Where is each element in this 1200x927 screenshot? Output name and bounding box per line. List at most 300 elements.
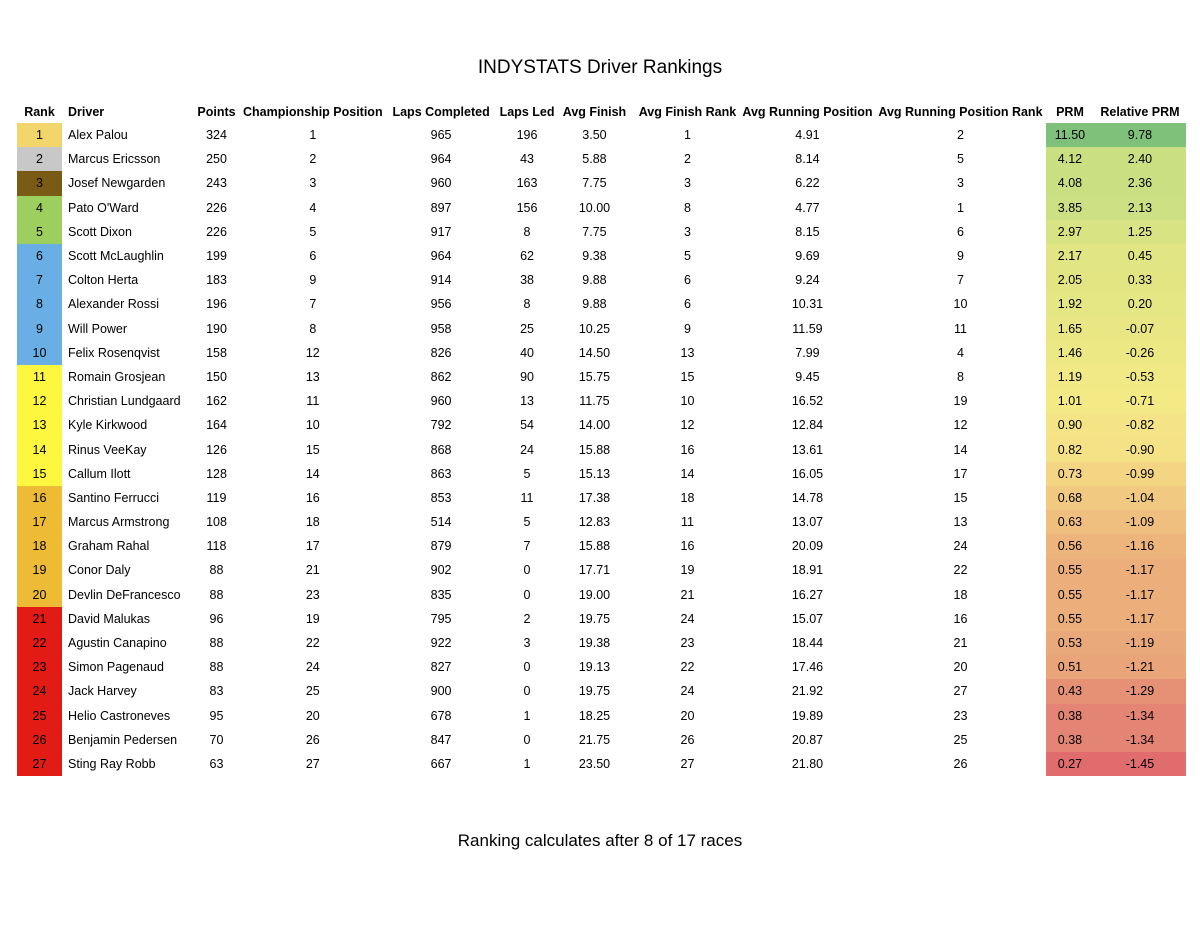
prm-cell: 1.01 [1046, 389, 1093, 413]
rank-cell: 1 [17, 123, 62, 147]
driver-cell: Rinus VeeKay [68, 442, 147, 457]
prm-cell: 11.50 [1046, 123, 1093, 147]
rank-cell: 3 [17, 171, 62, 195]
footnote: Ranking calculates after 8 of 17 races [457, 831, 743, 850]
relative-prm-cell: 0.20 [1093, 292, 1186, 316]
points-cell: 243 [206, 176, 227, 191]
laps-led-cell: 24 [520, 442, 534, 457]
prm-cell: 4.08 [1046, 171, 1093, 195]
avg-finish-rank-cell: 9 [683, 321, 691, 336]
avg-running-position-rank-cell: 19 [953, 394, 968, 409]
points-cell: 158 [206, 345, 227, 360]
rank-cell: 10 [17, 341, 62, 365]
header-avg-running-position-rank: Avg Running Position Rank [878, 104, 1043, 119]
points-cell: 83 [209, 684, 224, 699]
rank-cell: 25 [17, 704, 62, 728]
laps-completed-cell: 958 [430, 321, 452, 336]
avg-running-position-rank-cell: 11 [953, 321, 967, 336]
header-laps-led: Laps Led [499, 104, 555, 119]
rank-cell: 16 [17, 486, 62, 510]
prm-cell: 0.51 [1046, 655, 1093, 679]
laps-completed-cell: 826 [430, 345, 452, 360]
points-cell: 226 [206, 200, 227, 215]
avg-finish-cell: 11.75 [579, 394, 610, 409]
avg-finish-rank-cell: 15 [680, 369, 695, 384]
championship-position-cell: 6 [309, 249, 317, 264]
relative-prm-cell: -0.53 [1093, 365, 1186, 389]
avg-finish-cell: 19.00 [578, 587, 611, 602]
header-avg-finish-rank: Avg Finish Rank [638, 104, 737, 119]
driver-cell: Pato O'Ward [68, 200, 139, 215]
avg-running-position-rank-cell: 26 [953, 756, 968, 771]
avg-running-position-rank-cell: 1 [956, 200, 964, 215]
avg-running-position-rank-cell: 13 [953, 515, 968, 530]
relative-prm-cell: -1.04 [1093, 486, 1186, 510]
relative-prm-cell: 2.36 [1093, 171, 1186, 195]
laps-completed-cell: 902 [430, 563, 452, 578]
laps-led-cell: 13 [520, 394, 534, 409]
rankings-table [17, 100, 1186, 776]
avg-running-position-cell: 8.15 [795, 224, 820, 239]
laps-completed-cell: 964 [430, 249, 452, 264]
driver-cell: Agustin Canapino [68, 636, 167, 651]
championship-position-cell: 13 [305, 369, 320, 384]
points-cell: 108 [206, 515, 227, 530]
avg-finish-rank-cell: 24 [680, 611, 695, 626]
prm-cell: 0.73 [1046, 462, 1093, 486]
championship-position-cell: 16 [305, 490, 320, 505]
rank-cell: 20 [17, 583, 62, 607]
prm-cell: 0.82 [1046, 437, 1093, 461]
table-row [17, 631, 1186, 655]
points-cell: 88 [209, 660, 224, 675]
avg-running-position-cell: 4.77 [795, 200, 820, 215]
rank-cell: 13 [17, 413, 62, 437]
rank-cell: 24 [17, 679, 62, 703]
championship-position-cell: 3 [309, 176, 317, 191]
points-cell: 164 [206, 418, 227, 433]
championship-position-cell: 1 [309, 128, 317, 143]
driver-cell: Kyle Kirkwood [68, 418, 148, 433]
avg-finish-cell: 7.75 [582, 224, 607, 239]
rank-cell: 26 [17, 728, 62, 752]
rank-cell: 14 [17, 437, 62, 461]
prm-cell: 0.63 [1046, 510, 1093, 534]
table-row [17, 583, 1186, 607]
championship-position-cell: 14 [305, 466, 320, 481]
avg-running-position-rank-cell: 18 [953, 587, 968, 602]
laps-led-cell: 54 [520, 418, 534, 433]
avg-finish-rank-cell: 14 [680, 466, 695, 481]
rank-cell: 15 [17, 462, 62, 486]
laps-led-cell: 90 [520, 369, 534, 384]
avg-running-position-cell: 9.24 [795, 273, 820, 288]
laps-led-cell: 7 [523, 539, 531, 554]
table-row [17, 292, 1186, 316]
relative-prm-cell: -0.07 [1093, 317, 1186, 341]
rank-cell: 8 [17, 292, 62, 316]
avg-running-position-cell: 12.84 [791, 418, 824, 433]
avg-running-position-rank-cell: 16 [953, 611, 968, 626]
relative-prm-cell: -1.17 [1093, 583, 1186, 607]
laps-led-cell: 0 [523, 587, 531, 602]
laps-completed-cell: 792 [430, 418, 452, 433]
avg-running-position-cell: 18.91 [791, 563, 824, 578]
table-row [17, 244, 1186, 268]
avg-finish-cell: 21.75 [578, 732, 611, 747]
table-row [17, 365, 1186, 389]
laps-led-cell: 62 [520, 249, 534, 264]
avg-finish-cell: 14.00 [578, 418, 611, 433]
points-cell: 126 [206, 442, 227, 457]
championship-position-cell: 17 [305, 539, 320, 554]
championship-position-cell: 2 [309, 152, 317, 167]
avg-running-position-rank-cell: 20 [953, 660, 968, 675]
laps-led-cell: 0 [523, 684, 531, 699]
avg-finish-cell: 14.50 [578, 345, 611, 360]
header-laps-completed: Laps Completed [392, 104, 490, 119]
championship-position-cell: 8 [309, 321, 317, 336]
laps-completed-cell: 678 [430, 708, 452, 723]
avg-finish-cell: 17.71 [578, 563, 611, 578]
laps-completed-cell: 853 [430, 490, 452, 505]
avg-finish-rank-cell: 23 [680, 636, 695, 651]
avg-finish-cell: 19.75 [578, 611, 611, 626]
table-row [17, 341, 1186, 365]
avg-finish-rank-cell: 6 [683, 297, 691, 312]
points-cell: 162 [206, 394, 227, 409]
table-row [17, 317, 1186, 341]
header-championship-position: Championship Position [243, 104, 383, 119]
header-avg-finish: Avg Finish [562, 104, 627, 119]
relative-prm-cell: -0.71 [1093, 389, 1186, 413]
avg-running-position-cell: 21.92 [791, 684, 824, 699]
relative-prm-cell: -1.17 [1093, 558, 1186, 582]
championship-position-cell: 27 [305, 756, 320, 771]
avg-finish-rank-cell: 19 [680, 563, 695, 578]
avg-running-position-rank-cell: 14 [953, 442, 968, 457]
table-row [17, 486, 1186, 510]
points-cell: 128 [206, 466, 227, 481]
avg-finish-rank-cell: 11 [680, 515, 694, 530]
championship-position-cell: 9 [309, 273, 317, 288]
laps-completed-cell: 879 [430, 539, 452, 554]
rank-cell: 17 [17, 510, 62, 534]
laps-completed-cell: 914 [430, 273, 452, 288]
header-driver: Driver [68, 104, 105, 119]
avg-running-position-cell: 4.91 [795, 128, 820, 143]
avg-finish-rank-cell: 6 [683, 273, 691, 288]
table-row [17, 607, 1186, 631]
laps-led-cell: 25 [520, 321, 534, 336]
relative-prm-cell: -1.34 [1093, 704, 1186, 728]
laps-completed-cell: 835 [430, 587, 452, 602]
points-cell: 324 [206, 128, 227, 143]
avg-running-position-cell: 20.87 [791, 732, 824, 747]
avg-finish-cell: 19.38 [578, 636, 611, 651]
table-row [17, 437, 1186, 461]
avg-running-position-rank-cell: 5 [956, 152, 964, 167]
points-cell: 199 [206, 249, 227, 264]
laps-led-cell: 2 [523, 611, 531, 626]
laps-completed-cell: 900 [430, 684, 452, 699]
avg-finish-cell: 15.88 [578, 442, 611, 457]
prm-cell: 1.19 [1046, 365, 1093, 389]
table-row [17, 558, 1186, 582]
driver-cell: Benjamin Pedersen [68, 732, 178, 747]
prm-cell: 0.55 [1046, 583, 1093, 607]
avg-finish-cell: 9.88 [582, 273, 607, 288]
laps-completed-cell: 917 [430, 224, 452, 239]
avg-finish-rank-cell: 22 [680, 660, 695, 675]
avg-finish-rank-cell: 26 [680, 732, 695, 747]
points-cell: 70 [209, 732, 224, 747]
laps-led-cell: 40 [520, 345, 534, 360]
driver-cell: Jack Harvey [68, 684, 137, 699]
championship-position-cell: 4 [309, 200, 317, 215]
driver-cell: Devlin DeFrancesco [68, 587, 181, 602]
relative-prm-cell: -1.19 [1093, 631, 1186, 655]
rank-cell: 2 [17, 147, 62, 171]
avg-finish-rank-cell: 8 [683, 200, 691, 215]
championship-position-cell: 20 [305, 708, 320, 723]
championship-position-cell: 11 [306, 394, 320, 409]
avg-finish-cell: 7.75 [582, 176, 607, 191]
championship-position-cell: 10 [305, 418, 320, 433]
relative-prm-cell: -0.26 [1093, 341, 1186, 365]
prm-cell: 0.55 [1046, 607, 1093, 631]
table-row [17, 171, 1186, 195]
prm-cell: 2.17 [1046, 244, 1093, 268]
points-cell: 88 [209, 563, 224, 578]
table-row [17, 268, 1186, 292]
avg-running-position-cell: 16.27 [791, 587, 824, 602]
laps-completed-cell: 956 [430, 297, 452, 312]
header-rank: Rank [24, 104, 55, 119]
avg-running-position-cell: 8.14 [795, 152, 820, 167]
prm-cell: 3.85 [1046, 196, 1093, 220]
championship-position-cell: 22 [305, 636, 320, 651]
table-row [17, 752, 1186, 776]
avg-running-position-rank-cell: 22 [953, 563, 968, 578]
driver-cell: Scott McLaughlin [68, 249, 164, 264]
driver-cell: Callum Ilott [68, 466, 131, 481]
avg-running-position-cell: 19.89 [791, 708, 824, 723]
driver-cell: Marcus Ericsson [68, 152, 161, 167]
rank-cell: 5 [17, 220, 62, 244]
relative-prm-cell: 0.33 [1093, 268, 1186, 292]
points-cell: 119 [206, 490, 227, 505]
avg-finish-rank-cell: 10 [680, 394, 695, 409]
table-row [17, 728, 1186, 752]
avg-running-position-cell: 9.45 [795, 369, 820, 384]
points-cell: 183 [206, 273, 227, 288]
avg-running-position-rank-cell: 12 [953, 418, 968, 433]
championship-position-cell: 26 [305, 732, 320, 747]
laps-completed-cell: 862 [430, 369, 452, 384]
avg-running-position-rank-cell: 2 [956, 128, 964, 143]
driver-cell: Colton Herta [68, 273, 139, 288]
prm-cell: 0.90 [1046, 413, 1093, 437]
rank-cell: 4 [17, 196, 62, 220]
relative-prm-cell: -1.29 [1093, 679, 1186, 703]
avg-running-position-rank-cell: 8 [956, 369, 964, 384]
avg-running-position-rank-cell: 4 [956, 345, 964, 360]
championship-position-cell: 25 [305, 684, 320, 699]
points-cell: 88 [209, 636, 224, 651]
avg-running-position-rank-cell: 21 [953, 636, 968, 651]
table-row [17, 196, 1186, 220]
laps-led-cell: 0 [523, 660, 531, 675]
driver-cell: Conor Daly [68, 563, 131, 578]
avg-running-position-rank-cell: 27 [953, 684, 968, 699]
points-cell: 190 [206, 321, 227, 336]
table-row [17, 389, 1186, 413]
relative-prm-cell: 9.78 [1093, 123, 1186, 147]
laps-completed-cell: 847 [430, 732, 452, 747]
avg-finish-rank-cell: 13 [680, 345, 695, 360]
laps-completed-cell: 863 [430, 466, 452, 481]
laps-completed-cell: 795 [430, 611, 452, 626]
laps-led-cell: 43 [520, 152, 534, 167]
driver-cell: Scott Dixon [68, 224, 132, 239]
laps-led-cell: 1 [523, 708, 531, 723]
driver-cell: Alexander Rossi [68, 297, 160, 312]
relative-prm-cell: -1.16 [1093, 534, 1186, 558]
points-cell: 63 [209, 756, 224, 771]
avg-finish-rank-cell: 16 [680, 539, 695, 554]
rank-cell: 23 [17, 655, 62, 679]
prm-cell: 0.43 [1046, 679, 1093, 703]
prm-cell: 0.55 [1046, 558, 1093, 582]
avg-running-position-rank-cell: 3 [956, 176, 964, 191]
avg-running-position-cell: 17.46 [791, 660, 824, 675]
avg-running-position-cell: 18.44 [791, 636, 824, 651]
avg-finish-rank-cell: 20 [680, 708, 695, 723]
rank-cell: 7 [17, 268, 62, 292]
avg-running-position-cell: 13.07 [791, 515, 824, 530]
points-cell: 150 [206, 369, 227, 384]
driver-cell: Marcus Armstrong [68, 515, 170, 530]
avg-running-position-cell: 13.61 [791, 442, 824, 457]
laps-completed-cell: 964 [430, 152, 452, 167]
driver-cell: Felix Rosenqvist [68, 345, 160, 360]
avg-running-position-cell: 16.05 [791, 466, 824, 481]
championship-position-cell: 19 [305, 611, 320, 626]
avg-finish-rank-cell: 24 [680, 684, 695, 699]
rank-cell: 11 [17, 365, 62, 389]
table-row [17, 462, 1186, 486]
avg-running-position-cell: 11.59 [792, 321, 823, 336]
relative-prm-cell: -1.17 [1093, 607, 1186, 631]
header-row [17, 100, 1186, 123]
header-avg-running-position: Avg Running Position [742, 104, 873, 119]
avg-finish-rank-cell: 1 [683, 128, 691, 143]
relative-prm-cell: -0.99 [1093, 462, 1186, 486]
laps-led-cell: 196 [516, 128, 538, 143]
laps-led-cell: 11 [520, 490, 534, 505]
driver-cell: Graham Rahal [68, 539, 150, 554]
laps-completed-cell: 667 [430, 756, 452, 771]
driver-cell: Romain Grosjean [68, 369, 166, 384]
championship-position-cell: 24 [305, 660, 320, 675]
relative-prm-cell: 0.45 [1093, 244, 1186, 268]
championship-position-cell: 7 [309, 297, 317, 312]
driver-cell: Simon Pagenaud [68, 660, 164, 675]
avg-running-position-rank-cell: 7 [956, 273, 964, 288]
avg-running-position-rank-cell: 25 [953, 732, 968, 747]
points-cell: 96 [209, 611, 224, 626]
championship-position-cell: 5 [309, 224, 317, 239]
avg-finish-cell: 10.25 [578, 321, 611, 336]
avg-running-position-cell: 14.78 [791, 490, 824, 505]
laps-led-cell: 5 [523, 515, 531, 530]
avg-finish-rank-cell: 18 [680, 490, 695, 505]
table-row [17, 510, 1186, 534]
relative-prm-cell: -0.90 [1093, 437, 1186, 461]
avg-finish-cell: 15.75 [578, 369, 611, 384]
laps-led-cell: 156 [516, 200, 538, 215]
driver-cell: Alex Palou [68, 128, 128, 143]
avg-running-position-cell: 20.09 [791, 539, 824, 554]
avg-running-position-cell: 10.31 [791, 297, 824, 312]
laps-completed-cell: 960 [430, 394, 452, 409]
avg-finish-cell: 17.38 [578, 490, 611, 505]
avg-running-position-rank-cell: 24 [953, 539, 968, 554]
avg-finish-rank-cell: 5 [683, 249, 691, 264]
laps-completed-cell: 960 [430, 176, 452, 191]
points-cell: 88 [209, 587, 224, 602]
prm-cell: 1.65 [1046, 317, 1093, 341]
relative-prm-cell: 2.40 [1093, 147, 1186, 171]
prm-cell: 0.68 [1046, 486, 1093, 510]
laps-led-cell: 5 [523, 466, 531, 481]
avg-finish-rank-cell: 12 [680, 418, 695, 433]
avg-running-position-rank-cell: 6 [956, 224, 964, 239]
table-row [17, 147, 1186, 171]
rank-cell: 12 [17, 389, 62, 413]
avg-running-position-rank-cell: 17 [953, 466, 968, 481]
laps-led-cell: 38 [520, 273, 534, 288]
points-cell: 95 [209, 708, 224, 723]
laps-led-cell: 0 [523, 732, 531, 747]
avg-finish-cell: 15.13 [578, 466, 611, 481]
laps-completed-cell: 897 [430, 200, 452, 215]
laps-completed-cell: 868 [430, 442, 452, 457]
avg-finish-cell: 9.88 [582, 297, 607, 312]
points-cell: 196 [206, 297, 227, 312]
avg-running-position-rank-cell: 23 [953, 708, 968, 723]
rank-cell: 22 [17, 631, 62, 655]
avg-running-position-cell: 16.52 [791, 394, 824, 409]
relative-prm-cell: -1.21 [1093, 655, 1186, 679]
table-row [17, 220, 1186, 244]
avg-running-position-cell: 7.99 [795, 345, 820, 360]
avg-finish-cell: 3.50 [582, 128, 607, 143]
driver-cell: Christian Lundgaard [68, 394, 181, 409]
laps-completed-cell: 965 [430, 128, 452, 143]
prm-cell: 0.38 [1046, 728, 1093, 752]
avg-running-position-rank-cell: 15 [953, 490, 968, 505]
laps-led-cell: 0 [523, 563, 531, 578]
avg-running-position-rank-cell: 10 [953, 297, 968, 312]
prm-cell: 2.97 [1046, 220, 1093, 244]
avg-finish-cell: 18.25 [578, 708, 611, 723]
prm-cell: 2.05 [1046, 268, 1093, 292]
laps-completed-cell: 514 [430, 515, 452, 530]
avg-finish-rank-cell: 3 [683, 224, 691, 239]
avg-running-position-cell: 21.80 [791, 756, 824, 771]
